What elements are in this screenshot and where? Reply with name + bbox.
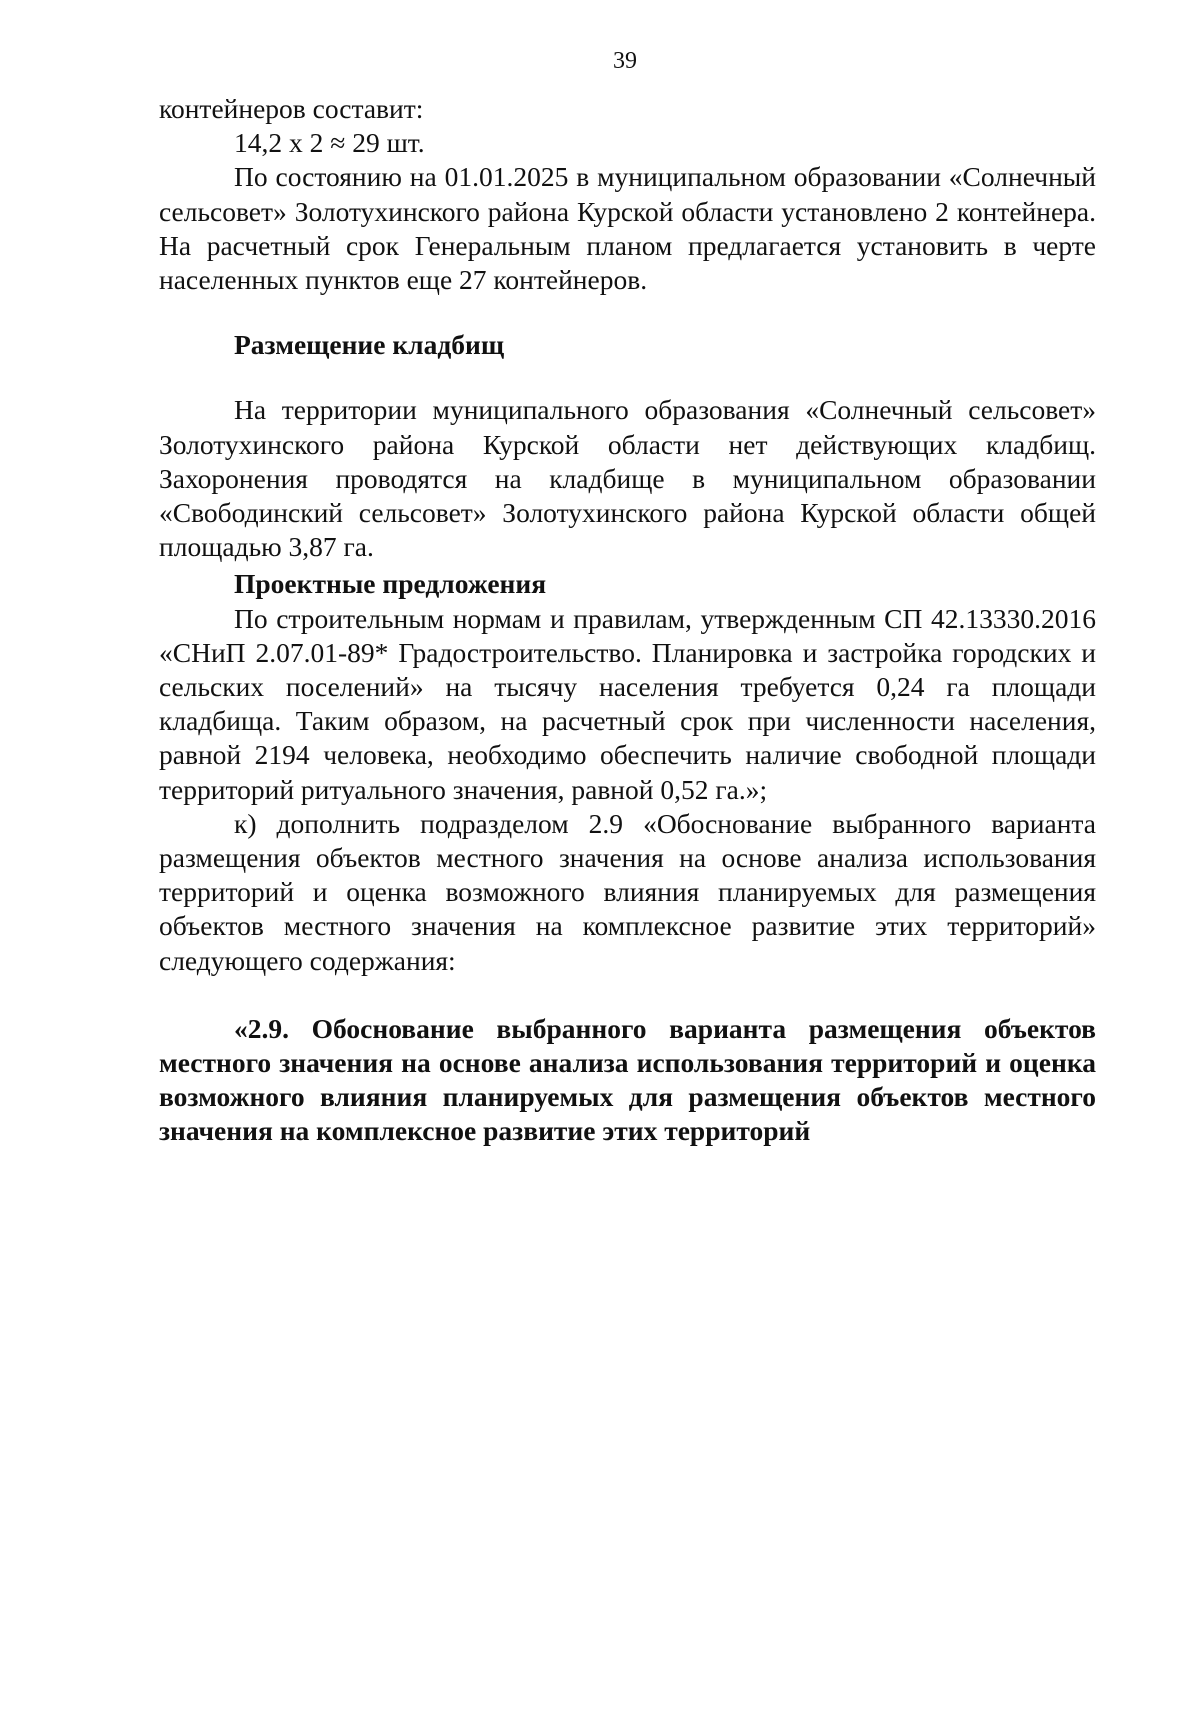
paragraph-containers-status: По состоянию на 01.01.2025 в муниципальном образовании «Солнечный сельсовет» Золотухинского района Курской области установлено 2 контейнера. На расчетный срок Генеральным планом предлагается установить в черте населенных пунктов еще 27 контейнеров. [159, 161, 1096, 296]
heading-project-proposals: Проектные предложения [234, 568, 547, 600]
heading-section-2-9: «2.9. Обоснование выбранного варианта размещения объектов местного значения на основе анализа использования территорий и оценка возможного влияния планируемых для размещения объектов местного значения на комплексное развитие этих территорий [159, 1012, 1096, 1147]
paragraph-containers-formula: 14,2 х 2 ≈ 29 шт. [234, 127, 425, 159]
paragraph-containers-intro: контейнеров составит: [159, 93, 424, 124]
paragraph-cemetery-territory: На территории муниципального образования «Солнечный сельсовет» Золотухинского района Курской области нет действующих кладбищ. Захоронения проводятся на кладбище в муниципальном образовании «Свободинский сельсовет» Золотухинского района Курской области общей площадью 3,87 га. [159, 394, 1096, 563]
document-body [159, 92, 1096, 1149]
paragraph-building-norms: По строительным нормам и правилам, утвержденным СП 42.13330.2016 «СНиП 2.07.01-89* Градостроительство. Планировка и застройка городских и сельских поселений» на тысячу населения требуется 0,24 га площади кладбища. Таким образом, на расчетный срок при численности населения, равной 2194 человека, необходимо обеспечить наличие свободной площади территорий ритуального значения, равной 0,52 га.»; [159, 602, 1096, 805]
heading-cemetery-placement: Размещение кладбищ [234, 329, 505, 361]
paragraph-amendment-k: к) дополнить подразделом 2.9 «Обоснование выбранного варианта размещения объектов местного значения на основе анализа использования территорий и оценка возможного влияния планируемых для размещения объектов местного значения на комплексное развитие этих территорий» следующего содержания: [159, 807, 1096, 976]
page-number: 39 [613, 48, 637, 74]
